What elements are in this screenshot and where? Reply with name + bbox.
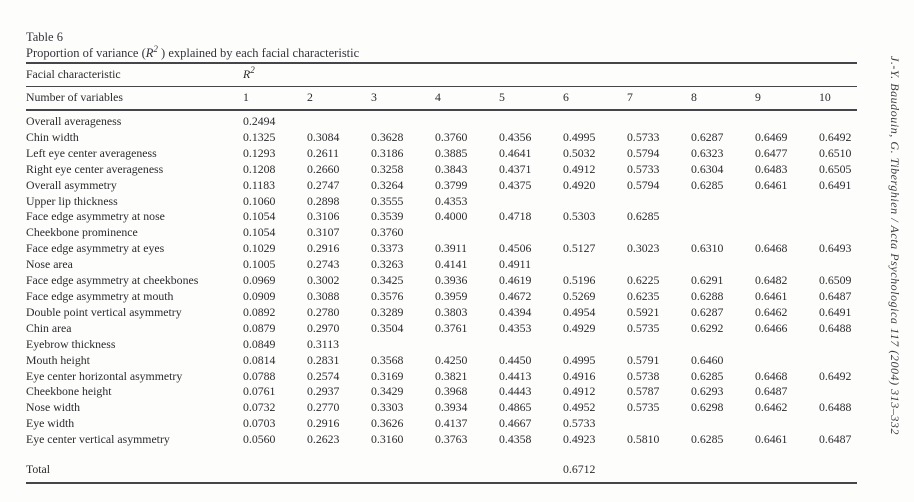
value-cell: 0.2916 xyxy=(307,416,340,431)
column-header: 6 xyxy=(563,90,569,105)
table-row xyxy=(26,110,857,130)
value-cell: 0.3968 xyxy=(435,384,468,399)
value-cell: 0.4371 xyxy=(499,161,532,176)
value-cell: 0.0892 xyxy=(243,304,276,319)
row-label: Double point vertical asymmetry xyxy=(26,304,182,319)
value-cell: 0.6460 xyxy=(691,352,724,367)
value-cell: 0.6304 xyxy=(691,161,724,176)
value-cell: 0.4506 xyxy=(499,241,532,256)
row-label: Face edge asymmetry at mouth xyxy=(26,288,174,303)
value-cell: 0.3555 xyxy=(371,193,404,208)
value-cell: 0.1293 xyxy=(243,145,276,160)
row-label: Right eye center averageness xyxy=(26,161,164,176)
value-cell: 0.1183 xyxy=(243,177,276,192)
value-cell xyxy=(435,225,499,241)
value-cell: 0.6510 xyxy=(819,145,852,160)
value-cell: 0.5810 xyxy=(627,432,660,447)
row-label: Eye center vertical asymmetry xyxy=(26,432,170,447)
value-cell: 0.3107 xyxy=(307,225,340,240)
caption-r-symbol: $R^2$ xyxy=(145,43,158,60)
column-header: 4 xyxy=(435,90,441,105)
value-cell: 0.6310 xyxy=(691,241,724,256)
value-cell: 0.0879 xyxy=(243,320,276,335)
table-number-label: Table 6 xyxy=(26,30,63,44)
column-header: 9 xyxy=(755,90,761,105)
table-row xyxy=(26,289,857,305)
value-cell: 0.6492 xyxy=(819,368,852,383)
value-cell: 0.1054 xyxy=(243,225,276,240)
row-label: Eye center horizontal asymmetry xyxy=(26,368,183,383)
header-facial-characteristic: Facial characteristic xyxy=(26,67,121,82)
value-cell: 0.6461 xyxy=(755,288,788,303)
value-cell: 0.4995 xyxy=(563,352,596,367)
value-cell: 0.6235 xyxy=(627,288,660,303)
value-cell: 0.5032 xyxy=(563,145,596,160)
value-cell: 0.0814 xyxy=(243,352,276,367)
value-cell: 0.0703 xyxy=(243,416,276,431)
value-cell: 0.4995 xyxy=(563,129,596,144)
value-cell xyxy=(819,225,857,241)
value-cell: 0.6468 xyxy=(755,368,788,383)
total-value-cell xyxy=(499,460,563,483)
value-cell: 0.0909 xyxy=(243,288,276,303)
value-cell: 0.3803 xyxy=(435,304,468,319)
value-cell xyxy=(755,337,819,353)
value-cell: 0.5735 xyxy=(627,320,660,335)
value-cell: 0.3160 xyxy=(371,432,404,447)
value-cell: 0.5787 xyxy=(627,384,660,399)
value-cell xyxy=(499,110,563,130)
value-cell xyxy=(755,110,819,130)
header-r-squared: $R^2$ xyxy=(243,65,255,82)
value-cell: 0.6492 xyxy=(819,129,852,144)
value-cell: 0.4375 xyxy=(499,177,532,192)
value-cell: 0.3799 xyxy=(435,177,468,192)
value-cell xyxy=(819,337,857,353)
value-cell: 0.5794 xyxy=(627,145,660,160)
row-label: Eyebrow thickness xyxy=(26,336,116,351)
value-cell: 0.0560 xyxy=(243,432,276,447)
value-cell: 0.2747 xyxy=(307,177,340,192)
value-cell: 0.3761 xyxy=(435,320,468,335)
value-cell: 0.4912 xyxy=(563,161,596,176)
value-cell: 0.3885 xyxy=(435,145,468,160)
value-cell: 0.3760 xyxy=(371,225,404,240)
value-cell xyxy=(563,110,627,130)
table-row xyxy=(26,400,857,416)
value-cell xyxy=(563,337,627,353)
table-subheader-row xyxy=(26,87,857,111)
row-label: Overall asymmetry xyxy=(26,177,117,192)
total-value-cell xyxy=(435,460,499,483)
total-value-cell xyxy=(627,460,691,483)
value-cell: 0.3763 xyxy=(435,432,468,447)
value-cell xyxy=(499,225,563,241)
total-value-cell xyxy=(371,460,435,483)
table-region xyxy=(26,29,858,484)
value-cell: 0.0761 xyxy=(243,384,276,399)
row-label: Nose width xyxy=(26,400,81,415)
value-cell: 0.2574 xyxy=(307,368,340,383)
value-cell: 0.6285 xyxy=(691,368,724,383)
value-cell: 0.4911 xyxy=(499,257,532,272)
value-cell xyxy=(819,110,857,130)
journal-citation-sidebar: J.-Y. Baudouin, G. Tiberghien / Acta Psychologica 117 (2004) 313–332 xyxy=(888,56,902,436)
value-cell: 0.3289 xyxy=(371,304,404,319)
value-cell: 0.3821 xyxy=(435,368,468,383)
value-cell: 0.2970 xyxy=(307,320,340,335)
total-value-cell xyxy=(755,460,819,483)
table-row xyxy=(26,416,857,432)
total-value-cell xyxy=(243,460,307,483)
value-cell: 0.3186 xyxy=(371,145,404,160)
value-cell: 0.6292 xyxy=(691,320,724,335)
table-row xyxy=(26,225,857,241)
table-caption xyxy=(26,45,858,61)
value-cell: 0.3002 xyxy=(307,273,340,288)
value-cell xyxy=(371,337,435,353)
value-cell: 0.4920 xyxy=(563,177,596,192)
value-cell: 0.2831 xyxy=(307,352,340,367)
table-row xyxy=(26,432,857,448)
table-row xyxy=(26,321,857,337)
value-cell: 0.3113 xyxy=(307,336,340,351)
row-label: Overall averageness xyxy=(26,114,122,128)
value-cell: 0.3264 xyxy=(371,177,404,192)
table-header-row xyxy=(26,63,857,87)
value-cell xyxy=(307,110,371,130)
value-cell: 0.2898 xyxy=(307,193,340,208)
value-cell: 0.1325 xyxy=(243,129,276,144)
value-cell: 0.3088 xyxy=(307,288,340,303)
value-cell: 0.6323 xyxy=(691,145,724,160)
value-cell: 0.5733 xyxy=(627,129,660,144)
value-cell xyxy=(435,110,499,130)
value-cell: 0.6285 xyxy=(691,432,724,447)
value-cell xyxy=(691,257,755,273)
value-cell: 0.4443 xyxy=(499,384,532,399)
value-cell: 0.4672 xyxy=(499,288,532,303)
value-cell: 0.6287 xyxy=(691,129,724,144)
value-cell xyxy=(371,110,435,130)
column-header: 1 xyxy=(243,90,249,105)
value-cell: 0.3084 xyxy=(307,129,340,144)
value-cell: 0.3959 xyxy=(435,288,468,303)
value-cell: 0.6461 xyxy=(755,432,788,447)
table-row xyxy=(26,146,857,162)
value-cell: 0.5791 xyxy=(627,352,660,367)
table-row xyxy=(26,241,857,257)
column-header: 3 xyxy=(371,90,377,105)
total-row xyxy=(26,460,857,483)
value-cell: 0.0788 xyxy=(243,368,276,383)
value-cell: 0.6468 xyxy=(755,241,788,256)
value-cell xyxy=(627,416,691,432)
value-cell: 0.1005 xyxy=(243,257,276,272)
value-cell: 0.6225 xyxy=(627,273,660,288)
value-cell: 0.3169 xyxy=(371,368,404,383)
value-cell: 0.2623 xyxy=(307,432,340,447)
value-cell: 0.4619 xyxy=(499,273,532,288)
caption-text-suffix: ) explained by each facial characteristic xyxy=(157,46,360,60)
value-cell xyxy=(755,257,819,273)
value-cell: 0.3576 xyxy=(371,288,404,303)
value-cell xyxy=(819,384,857,400)
value-cell: 0.3934 xyxy=(435,400,468,415)
value-cell xyxy=(627,194,691,210)
value-cell xyxy=(755,416,819,432)
value-cell: 0.6488 xyxy=(819,320,852,335)
value-cell xyxy=(563,257,627,273)
value-cell xyxy=(819,257,857,273)
value-cell: 0.5127 xyxy=(563,241,596,256)
value-cell: 0.0732 xyxy=(243,400,276,415)
value-cell: 0.3626 xyxy=(371,416,404,431)
table-row xyxy=(26,162,857,178)
value-cell: 0.3425 xyxy=(371,273,404,288)
row-label: Chin width xyxy=(26,129,79,144)
table-row xyxy=(26,337,857,353)
table-row xyxy=(26,257,857,273)
value-cell: 0.4000 xyxy=(435,209,468,224)
value-cell xyxy=(819,353,857,369)
value-cell xyxy=(691,110,755,130)
value-cell: 0.3429 xyxy=(371,384,404,399)
value-cell xyxy=(755,353,819,369)
value-cell: 0.4641 xyxy=(499,145,532,160)
value-cell xyxy=(819,416,857,432)
value-cell: 0.6483 xyxy=(755,161,788,176)
value-cell: 0.6462 xyxy=(755,400,788,415)
value-cell: 0.5269 xyxy=(563,288,596,303)
value-cell xyxy=(755,209,819,225)
value-cell: 0.6487 xyxy=(755,384,788,399)
value-cell xyxy=(691,194,755,210)
table-row xyxy=(26,194,857,210)
spacer-row xyxy=(26,448,857,460)
value-cell: 0.0969 xyxy=(243,273,276,288)
value-cell: 0.6288 xyxy=(691,288,724,303)
value-cell xyxy=(627,110,691,130)
value-cell: 0.3373 xyxy=(371,241,404,256)
value-cell: 0.1054 xyxy=(243,209,276,224)
row-label: Face edge asymmetry at nose xyxy=(26,209,165,224)
value-cell xyxy=(691,209,755,225)
value-cell: 0.0849 xyxy=(243,336,276,351)
value-cell: 0.1029 xyxy=(243,241,276,256)
value-cell xyxy=(563,194,627,210)
table-row xyxy=(26,273,857,289)
total-value-cell xyxy=(819,460,857,483)
value-cell: 0.5303 xyxy=(563,209,596,224)
value-cell: 0.2743 xyxy=(307,257,340,272)
table-row xyxy=(26,130,857,146)
value-cell: 0.1060 xyxy=(243,193,276,208)
value-cell: 0.3628 xyxy=(371,129,404,144)
value-cell xyxy=(499,337,563,353)
value-cell: 0.4954 xyxy=(563,304,596,319)
table-body xyxy=(26,110,857,448)
value-cell: 0.4929 xyxy=(563,320,596,335)
row-label: Face edge asymmetry at eyes xyxy=(26,241,165,256)
value-cell: 0.4141 xyxy=(435,257,468,272)
value-cell: 0.4912 xyxy=(563,384,596,399)
row-label: Eye width xyxy=(26,416,75,431)
value-cell: 0.3911 xyxy=(435,241,468,256)
value-cell: 0.2611 xyxy=(307,145,340,160)
value-cell: 0.2780 xyxy=(307,304,340,319)
value-cell: 0.4137 xyxy=(435,416,468,431)
column-header: 2 xyxy=(307,90,313,105)
subheader-label: Number of variables xyxy=(26,90,123,105)
value-cell xyxy=(563,225,627,241)
value-cell: 0.4865 xyxy=(499,400,532,415)
value-cell: 0.6298 xyxy=(691,400,724,415)
value-cell: 0.6291 xyxy=(691,273,724,288)
value-cell: 0.6509 xyxy=(819,273,852,288)
variance-table xyxy=(26,62,857,484)
value-cell: 0.5921 xyxy=(627,304,660,319)
value-cell: 0.3568 xyxy=(371,352,404,367)
value-cell xyxy=(755,225,819,241)
value-cell: 0.4413 xyxy=(499,368,532,383)
value-cell: 0.2916 xyxy=(307,241,340,256)
value-cell xyxy=(499,194,563,210)
value-cell: 0.6493 xyxy=(819,241,852,256)
caption-text-prefix: Proportion of variance ( xyxy=(26,46,146,60)
total-value-cell xyxy=(691,460,755,483)
row-label: Cheekbone prominence xyxy=(26,225,138,240)
value-cell: 0.5738 xyxy=(627,368,660,383)
value-cell: 0.3023 xyxy=(627,241,660,256)
value-cell: 0.6487 xyxy=(819,432,852,447)
value-cell: 0.3504 xyxy=(371,320,404,335)
row-label: Chin area xyxy=(26,320,72,335)
value-cell xyxy=(627,225,691,241)
row-label: Cheekbone height xyxy=(26,384,112,399)
value-cell: 0.2937 xyxy=(307,384,340,399)
value-cell xyxy=(819,194,857,210)
row-label: Face edge asymmetry at cheekbones xyxy=(26,273,199,288)
total-label: Total xyxy=(26,462,51,477)
value-cell: 0.6461 xyxy=(755,177,788,192)
value-cell: 0.6285 xyxy=(691,177,724,192)
value-cell xyxy=(627,337,691,353)
column-header: 7 xyxy=(627,90,633,105)
total-value-cell xyxy=(307,460,371,483)
value-cell: 0.6469 xyxy=(755,129,788,144)
value-cell: 0.2494 xyxy=(243,114,276,128)
value-cell xyxy=(691,337,755,353)
value-cell: 0.4450 xyxy=(499,352,532,367)
value-cell xyxy=(435,337,499,353)
value-cell: 0.5196 xyxy=(563,273,596,288)
value-cell: 0.6466 xyxy=(755,320,788,335)
value-cell: 0.5733 xyxy=(563,416,596,431)
column-header: 5 xyxy=(499,90,505,105)
value-cell: 0.3760 xyxy=(435,129,468,144)
value-cell: 0.6482 xyxy=(755,273,788,288)
value-cell: 0.4356 xyxy=(499,129,532,144)
value-cell: 0.3539 xyxy=(371,209,404,224)
row-label: Left eye center averageness xyxy=(26,145,157,160)
value-cell: 0.4250 xyxy=(435,352,468,367)
table-row xyxy=(26,384,857,400)
column-header: 8 xyxy=(691,90,697,105)
value-cell: 0.4353 xyxy=(435,193,468,208)
value-cell: 0.2660 xyxy=(307,161,340,176)
value-cell: 0.4718 xyxy=(499,209,532,224)
value-cell: 0.4358 xyxy=(499,432,532,447)
value-cell xyxy=(627,257,691,273)
value-cell: 0.3263 xyxy=(371,257,404,272)
value-cell xyxy=(691,225,755,241)
value-cell xyxy=(819,209,857,225)
row-label: Upper lip thickness xyxy=(26,193,118,208)
table-row xyxy=(26,209,857,225)
value-cell: 0.2770 xyxy=(307,400,340,415)
table-row xyxy=(26,305,857,321)
row-label: Nose area xyxy=(26,257,73,272)
value-cell: 0.3843 xyxy=(435,161,468,176)
value-cell: 0.3936 xyxy=(435,273,468,288)
value-cell: 0.6293 xyxy=(691,384,724,399)
row-label: Mouth height xyxy=(26,352,90,367)
value-cell: 0.4952 xyxy=(563,400,596,415)
value-cell: 0.6491 xyxy=(819,177,852,192)
value-cell: 0.5735 xyxy=(627,400,660,415)
table-row xyxy=(26,178,857,194)
value-cell: 0.6488 xyxy=(819,400,852,415)
value-cell: 0.6505 xyxy=(819,161,852,176)
value-cell: 0.4353 xyxy=(499,320,532,335)
value-cell xyxy=(691,416,755,432)
value-cell: 0.6491 xyxy=(819,304,852,319)
table-row xyxy=(26,369,857,385)
value-cell: 0.3303 xyxy=(371,400,404,415)
value-cell: 0.6487 xyxy=(819,288,852,303)
column-header: 10 xyxy=(819,90,831,105)
value-cell: 0.6287 xyxy=(691,304,724,319)
value-cell: 0.3258 xyxy=(371,161,404,176)
value-cell: 0.4923 xyxy=(563,432,596,447)
value-cell: 0.6462 xyxy=(755,304,788,319)
value-cell: 0.1208 xyxy=(243,161,276,176)
value-cell: 0.4394 xyxy=(499,304,532,319)
total-value-cell: 0.6712 xyxy=(563,462,596,477)
value-cell: 0.6477 xyxy=(755,145,788,160)
value-cell: 0.4667 xyxy=(499,416,532,431)
value-cell xyxy=(755,194,819,210)
value-cell: 0.4916 xyxy=(563,368,596,383)
value-cell: 0.5733 xyxy=(627,161,660,176)
table-row xyxy=(26,353,857,369)
value-cell: 0.5794 xyxy=(627,177,660,192)
value-cell: 0.3106 xyxy=(307,209,340,224)
value-cell: 0.6285 xyxy=(627,209,660,224)
